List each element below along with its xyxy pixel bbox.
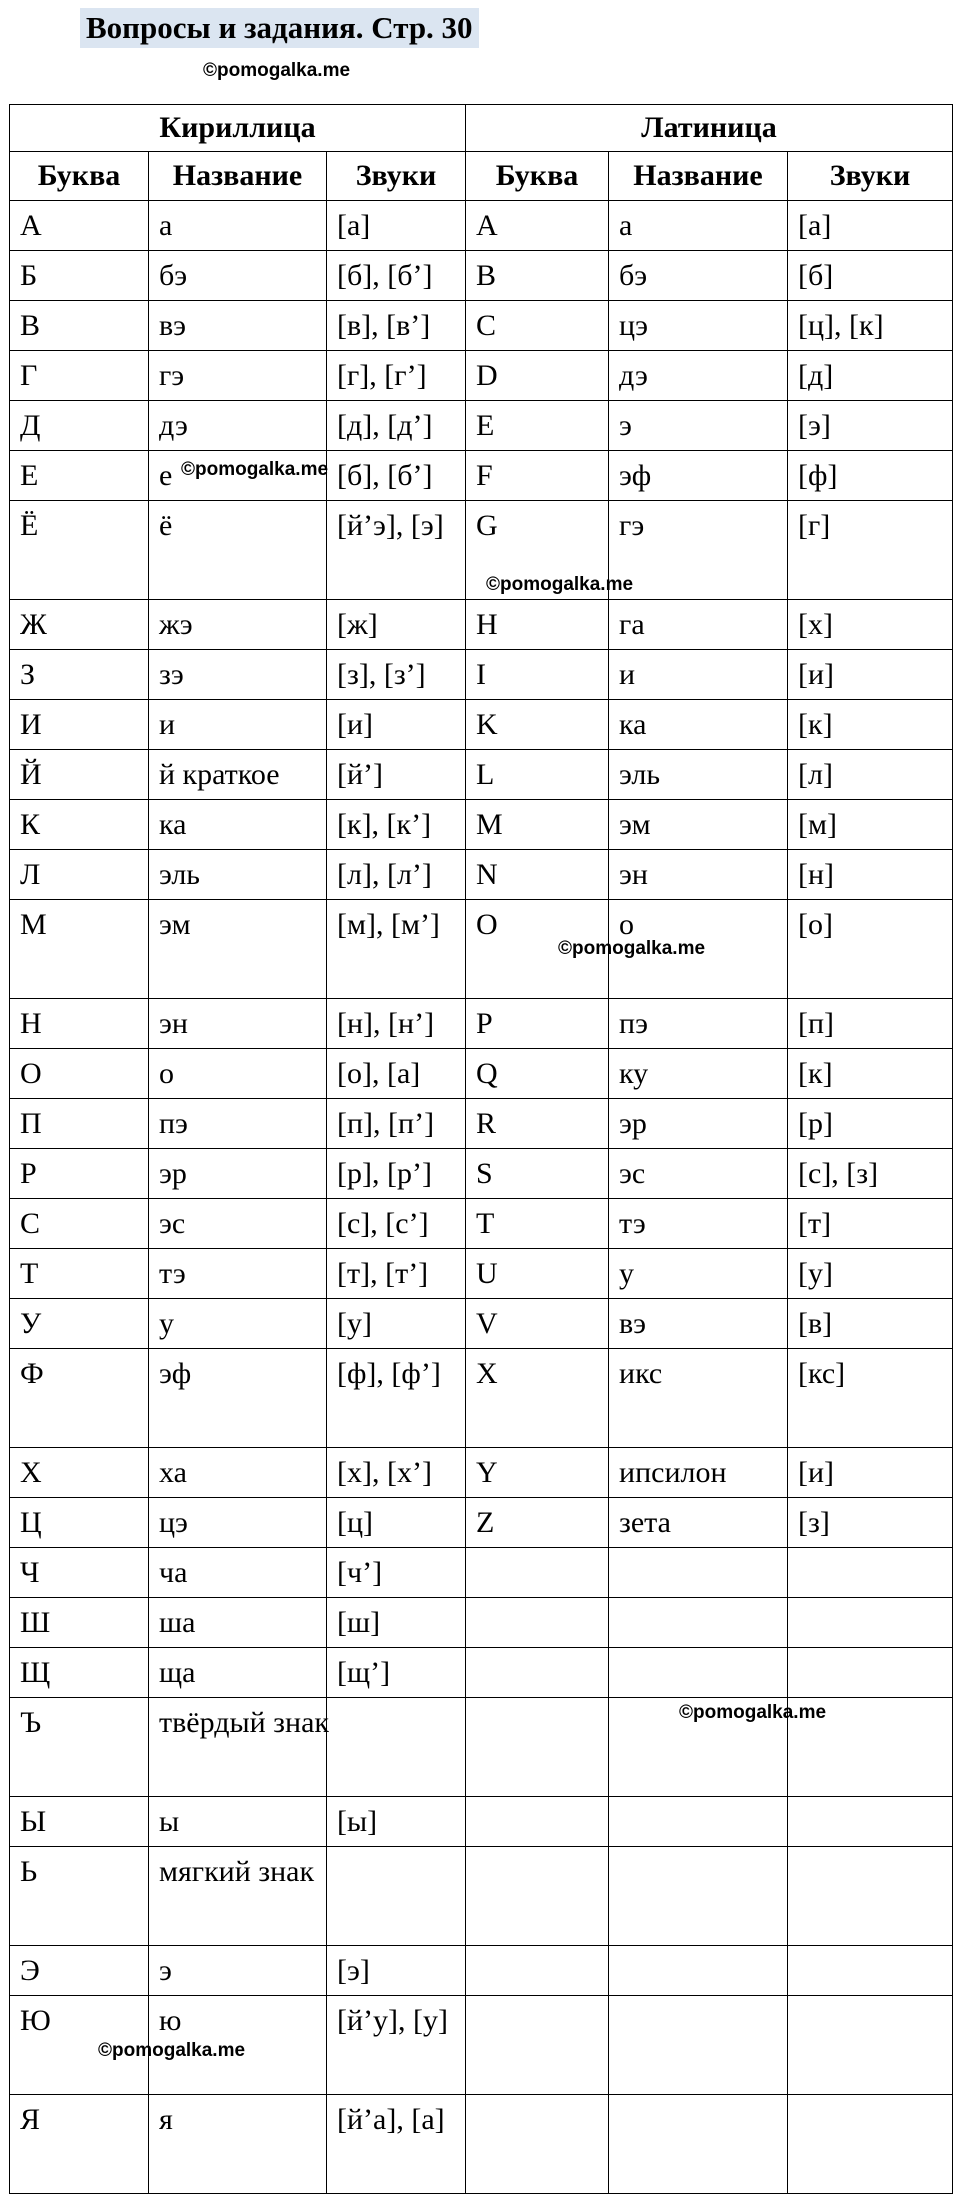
- latin-sounds: [д]: [788, 351, 953, 401]
- cyrillic-letter: Ё: [10, 501, 149, 600]
- cyrillic-sounds: [а]: [327, 201, 466, 251]
- latin-sounds: [788, 1946, 953, 1996]
- latin-name: э: [609, 401, 788, 451]
- latin-letter: Z: [466, 1498, 609, 1548]
- latin-name: а: [609, 201, 788, 251]
- cyrillic-sounds: [б], [б’]: [327, 251, 466, 301]
- cyrillic-sounds: [э]: [327, 1946, 466, 1996]
- latin-sounds: [т]: [788, 1199, 953, 1249]
- table-row: [10, 2095, 953, 2194]
- latin-name: [609, 1548, 788, 1598]
- cyrillic-name: и: [149, 700, 327, 750]
- cyrillic-letter: Ы: [10, 1797, 149, 1847]
- cyrillic-letter: Ф: [10, 1349, 149, 1448]
- latin-sounds: [788, 1548, 953, 1598]
- cyrillic-letter: Р: [10, 1149, 149, 1199]
- latin-letter: K: [466, 700, 609, 750]
- cyrillic-letter: Ч: [10, 1548, 149, 1598]
- latin-sounds: [ц], [к]: [788, 301, 953, 351]
- cyrillic-name: ка: [149, 800, 327, 850]
- cyrillic-letter: К: [10, 800, 149, 850]
- latin-sounds: [э]: [788, 401, 953, 451]
- column-header-name: Название: [609, 152, 788, 201]
- cyrillic-name: вэ: [149, 301, 327, 351]
- table-row: [10, 501, 953, 600]
- latin-letter: [466, 1698, 609, 1797]
- latin-name: зета: [609, 1498, 788, 1548]
- latin-letter: Q: [466, 1049, 609, 1099]
- latin-name: гэ: [609, 501, 788, 600]
- table-row: [10, 1648, 953, 1698]
- latin-name: [609, 2095, 788, 2194]
- table-row: [10, 600, 953, 650]
- cyrillic-sounds: [у]: [327, 1299, 466, 1349]
- cyrillic-sounds: [ч’]: [327, 1548, 466, 1598]
- table-row: [10, 1149, 953, 1199]
- table-row: [10, 1598, 953, 1648]
- latin-sounds: [р]: [788, 1099, 953, 1149]
- watermark: ©pomogalka.me: [203, 60, 351, 81]
- cyrillic-letter: Н: [10, 999, 149, 1049]
- table-row: [10, 351, 953, 401]
- latin-sounds: [м]: [788, 800, 953, 850]
- table-row: [10, 1099, 953, 1149]
- watermark: ©pomogalka.me: [558, 938, 706, 959]
- latin-sounds: [л]: [788, 750, 953, 800]
- latin-name: дэ: [609, 351, 788, 401]
- cyrillic-letter: З: [10, 650, 149, 700]
- table-row: [10, 1448, 953, 1498]
- latin-letter: T: [466, 1199, 609, 1249]
- cyrillic-sounds: [327, 1847, 466, 1946]
- latin-name: о: [609, 900, 788, 999]
- latin-letter: [466, 1946, 609, 1996]
- cyrillic-name: эф: [149, 1349, 327, 1448]
- latin-letter: G: [466, 501, 609, 600]
- cyrillic-name: эль: [149, 850, 327, 900]
- latin-name: икс: [609, 1349, 788, 1448]
- cyrillic-name: ща: [149, 1648, 327, 1698]
- latin-letter: O: [466, 900, 609, 999]
- latin-letter: B: [466, 251, 609, 301]
- cyrillic-sounds: [г], [г’]: [327, 351, 466, 401]
- latin-letter: [466, 1598, 609, 1648]
- group-header-row: [10, 105, 953, 152]
- latin-sounds: [у]: [788, 1249, 953, 1299]
- table-row: [10, 700, 953, 750]
- table-row: [10, 1548, 953, 1598]
- cyrillic-name: а: [149, 201, 327, 251]
- cyrillic-name: ха: [149, 1448, 327, 1498]
- table-row: [10, 1349, 953, 1448]
- cyrillic-name: мягкий знак: [149, 1847, 327, 1946]
- cyrillic-letter: В: [10, 301, 149, 351]
- cyrillic-sounds: [д], [д’]: [327, 401, 466, 451]
- column-header-sounds: Звуки: [788, 152, 953, 201]
- column-header-letter: Буква: [466, 152, 609, 201]
- latin-sounds: [в]: [788, 1299, 953, 1349]
- latin-sounds: [х]: [788, 600, 953, 650]
- cyrillic-name: эс: [149, 1199, 327, 1249]
- alphabet-table: [9, 104, 953, 2194]
- latin-letter: N: [466, 850, 609, 900]
- page-title: Вопросы и задания. Стр. 30: [80, 8, 479, 48]
- latin-name: эм: [609, 800, 788, 850]
- cyrillic-name: е: [149, 451, 327, 501]
- cyrillic-sounds: [б], [б’]: [327, 451, 466, 501]
- cyrillic-letter: Э: [10, 1946, 149, 1996]
- cyrillic-name: о: [149, 1049, 327, 1099]
- cyrillic-sounds: [й’а], [а]: [327, 2095, 466, 2194]
- cyrillic-sounds: [п], [п’]: [327, 1099, 466, 1149]
- latin-sounds: [н]: [788, 850, 953, 900]
- latin-letter: Y: [466, 1448, 609, 1498]
- cyrillic-name: цэ: [149, 1498, 327, 1548]
- latin-name: эр: [609, 1099, 788, 1149]
- latin-letter: V: [466, 1299, 609, 1349]
- cyrillic-letter: О: [10, 1049, 149, 1099]
- latin-letter: C: [466, 301, 609, 351]
- latin-sounds: [788, 2095, 953, 2194]
- cyrillic-name: дэ: [149, 401, 327, 451]
- cyrillic-letter: И: [10, 700, 149, 750]
- latin-sounds: [788, 1847, 953, 1946]
- table-row: [10, 650, 953, 700]
- latin-name: [609, 1946, 788, 1996]
- cyrillic-letter: Ш: [10, 1598, 149, 1648]
- latin-letter: R: [466, 1099, 609, 1149]
- cyrillic-letter: А: [10, 201, 149, 251]
- table-row: [10, 301, 953, 351]
- latin-letter: [466, 1797, 609, 1847]
- latin-letter: D: [466, 351, 609, 401]
- latin-letter: [466, 1996, 609, 2095]
- latin-letter: P: [466, 999, 609, 1049]
- cyrillic-name: ё: [149, 501, 327, 600]
- cyrillic-letter: Я: [10, 2095, 149, 2194]
- cyrillic-sounds: [й’у], [у]: [327, 1996, 466, 2095]
- column-header-name: Название: [149, 152, 327, 201]
- table-row: [10, 201, 953, 251]
- table-row: [10, 1199, 953, 1249]
- cyrillic-letter: Ю: [10, 1996, 149, 2095]
- cyrillic-letter: М: [10, 900, 149, 999]
- table-row: [10, 451, 953, 501]
- latin-name: [609, 1648, 788, 1698]
- cyrillic-sounds: [с], [с’]: [327, 1199, 466, 1249]
- cyrillic-sounds: [л], [л’]: [327, 850, 466, 900]
- latin-letter: I: [466, 650, 609, 700]
- cyrillic-letter: П: [10, 1099, 149, 1149]
- latin-letter: S: [466, 1149, 609, 1199]
- cyrillic-name: э: [149, 1946, 327, 1996]
- table-row: [10, 800, 953, 850]
- cyrillic-letter: Т: [10, 1249, 149, 1299]
- cyrillic-name: эн: [149, 999, 327, 1049]
- table-row: [10, 999, 953, 1049]
- column-header-sounds: Звуки: [327, 152, 466, 201]
- latin-sounds: [788, 1648, 953, 1698]
- table-row: [10, 251, 953, 301]
- table-row: [10, 401, 953, 451]
- latin-letter: L: [466, 750, 609, 800]
- latin-letter: X: [466, 1349, 609, 1448]
- latin-name: га: [609, 600, 788, 650]
- latin-name: эль: [609, 750, 788, 800]
- cyrillic-letter: Г: [10, 351, 149, 401]
- column-header-letter: Буква: [10, 152, 149, 201]
- latin-name: и: [609, 650, 788, 700]
- cyrillic-name: эм: [149, 900, 327, 999]
- latin-sounds: [788, 1698, 953, 1797]
- cyrillic-letter: Щ: [10, 1648, 149, 1698]
- watermark: ©pomogalka.me: [486, 574, 634, 595]
- cyrillic-sounds: [ф], [ф’]: [327, 1349, 466, 1448]
- table-row: [10, 1847, 953, 1946]
- latin-name: эс: [609, 1149, 788, 1199]
- latin-name: ку: [609, 1049, 788, 1099]
- latin-name: [609, 1598, 788, 1648]
- cyrillic-letter: Ж: [10, 600, 149, 650]
- cyrillic-letter: Е: [10, 451, 149, 501]
- latin-letter: [466, 1548, 609, 1598]
- cyrillic-name: бэ: [149, 251, 327, 301]
- cyrillic-sounds: [ж]: [327, 600, 466, 650]
- cyrillic-name: пэ: [149, 1099, 327, 1149]
- latin-letter: [466, 1847, 609, 1946]
- latin-sounds: [788, 1797, 953, 1847]
- latin-letter: F: [466, 451, 609, 501]
- latin-header: Латиница: [466, 105, 953, 152]
- table-row: [10, 900, 953, 999]
- cyrillic-sounds: [в], [в’]: [327, 301, 466, 351]
- table-row: [10, 1946, 953, 1996]
- cyrillic-sounds: [ц]: [327, 1498, 466, 1548]
- latin-sounds: [к]: [788, 700, 953, 750]
- table-row: [10, 1498, 953, 1548]
- table-row: [10, 1797, 953, 1847]
- latin-name: цэ: [609, 301, 788, 351]
- watermark: ©pomogalka.me: [679, 1702, 827, 1723]
- cyrillic-letter: Д: [10, 401, 149, 451]
- cyrillic-sounds: [и]: [327, 700, 466, 750]
- cyrillic-header: Кириллица: [10, 105, 466, 152]
- watermark: ©pomogalka.me: [98, 2040, 246, 2061]
- latin-letter: E: [466, 401, 609, 451]
- column-header-row: [10, 152, 953, 201]
- latin-sounds: [п]: [788, 999, 953, 1049]
- cyrillic-sounds: [щ’]: [327, 1648, 466, 1698]
- cyrillic-letter: Ъ: [10, 1698, 149, 1797]
- latin-sounds: [кс]: [788, 1349, 953, 1448]
- cyrillic-letter: Л: [10, 850, 149, 900]
- latin-sounds: [о]: [788, 900, 953, 999]
- table-row: [10, 1996, 953, 2095]
- table-row: [10, 750, 953, 800]
- latin-name: пэ: [609, 999, 788, 1049]
- cyrillic-sounds: [ы]: [327, 1797, 466, 1847]
- latin-name: ка: [609, 700, 788, 750]
- latin-name: [609, 1797, 788, 1847]
- cyrillic-name: зэ: [149, 650, 327, 700]
- cyrillic-letter: Ь: [10, 1847, 149, 1946]
- latin-sounds: [к]: [788, 1049, 953, 1099]
- latin-name: бэ: [609, 251, 788, 301]
- table-row: [10, 1049, 953, 1099]
- cyrillic-name: ы: [149, 1797, 327, 1847]
- cyrillic-sounds: [й’э], [э]: [327, 501, 466, 600]
- latin-letter: H: [466, 600, 609, 650]
- cyrillic-name: я: [149, 2095, 327, 2194]
- latin-letter: A: [466, 201, 609, 251]
- cyrillic-letter: С: [10, 1199, 149, 1249]
- cyrillic-name: гэ: [149, 351, 327, 401]
- cyrillic-letter: Ц: [10, 1498, 149, 1548]
- cyrillic-name: эр: [149, 1149, 327, 1199]
- latin-name: [609, 1847, 788, 1946]
- latin-letter: M: [466, 800, 609, 850]
- latin-name: у: [609, 1249, 788, 1299]
- latin-sounds: [г]: [788, 501, 953, 600]
- latin-name: эф: [609, 451, 788, 501]
- cyrillic-sounds: [ш]: [327, 1598, 466, 1648]
- cyrillic-sounds: [з], [з’]: [327, 650, 466, 700]
- cyrillic-sounds: [х], [х’]: [327, 1448, 466, 1498]
- cyrillic-letter: Б: [10, 251, 149, 301]
- cyrillic-name: у: [149, 1299, 327, 1349]
- cyrillic-name: тэ: [149, 1249, 327, 1299]
- latin-sounds: [б]: [788, 251, 953, 301]
- cyrillic-letter: Й: [10, 750, 149, 800]
- latin-sounds: [и]: [788, 1448, 953, 1498]
- latin-sounds: [и]: [788, 650, 953, 700]
- watermark: ©pomogalka.me: [181, 459, 329, 480]
- cyrillic-letter: У: [10, 1299, 149, 1349]
- table-row: [10, 850, 953, 900]
- table-row: [10, 1249, 953, 1299]
- latin-sounds: [с], [з]: [788, 1149, 953, 1199]
- cyrillic-sounds: [й’]: [327, 750, 466, 800]
- cyrillic-sounds: [о], [а]: [327, 1049, 466, 1099]
- latin-sounds: [ф]: [788, 451, 953, 501]
- table-row: [10, 1698, 953, 1797]
- latin-name: [609, 1996, 788, 2095]
- latin-sounds: [а]: [788, 201, 953, 251]
- cyrillic-sounds: [327, 1698, 466, 1797]
- cyrillic-sounds: [р], [р’]: [327, 1149, 466, 1199]
- table-row: [10, 1299, 953, 1349]
- cyrillic-sounds: [м], [м’]: [327, 900, 466, 999]
- cyrillic-name: жэ: [149, 600, 327, 650]
- cyrillic-letter: Х: [10, 1448, 149, 1498]
- latin-name: эн: [609, 850, 788, 900]
- latin-name: вэ: [609, 1299, 788, 1349]
- cyrillic-name: ча: [149, 1548, 327, 1598]
- latin-letter: [466, 2095, 609, 2194]
- cyrillic-sounds: [н], [н’]: [327, 999, 466, 1049]
- latin-sounds: [788, 1996, 953, 2095]
- cyrillic-name: твёрдый знак: [149, 1698, 327, 1797]
- latin-name: [609, 1698, 788, 1797]
- latin-name: ипсилон: [609, 1448, 788, 1498]
- latin-name: тэ: [609, 1199, 788, 1249]
- cyrillic-name: ю: [149, 1996, 327, 2095]
- latin-letter: U: [466, 1249, 609, 1299]
- latin-sounds: [788, 1598, 953, 1648]
- cyrillic-name: й краткое: [149, 750, 327, 800]
- latin-letter: [466, 1648, 609, 1698]
- cyrillic-name: ша: [149, 1598, 327, 1648]
- cyrillic-sounds: [т], [т’]: [327, 1249, 466, 1299]
- latin-sounds: [з]: [788, 1498, 953, 1548]
- cyrillic-sounds: [к], [к’]: [327, 800, 466, 850]
